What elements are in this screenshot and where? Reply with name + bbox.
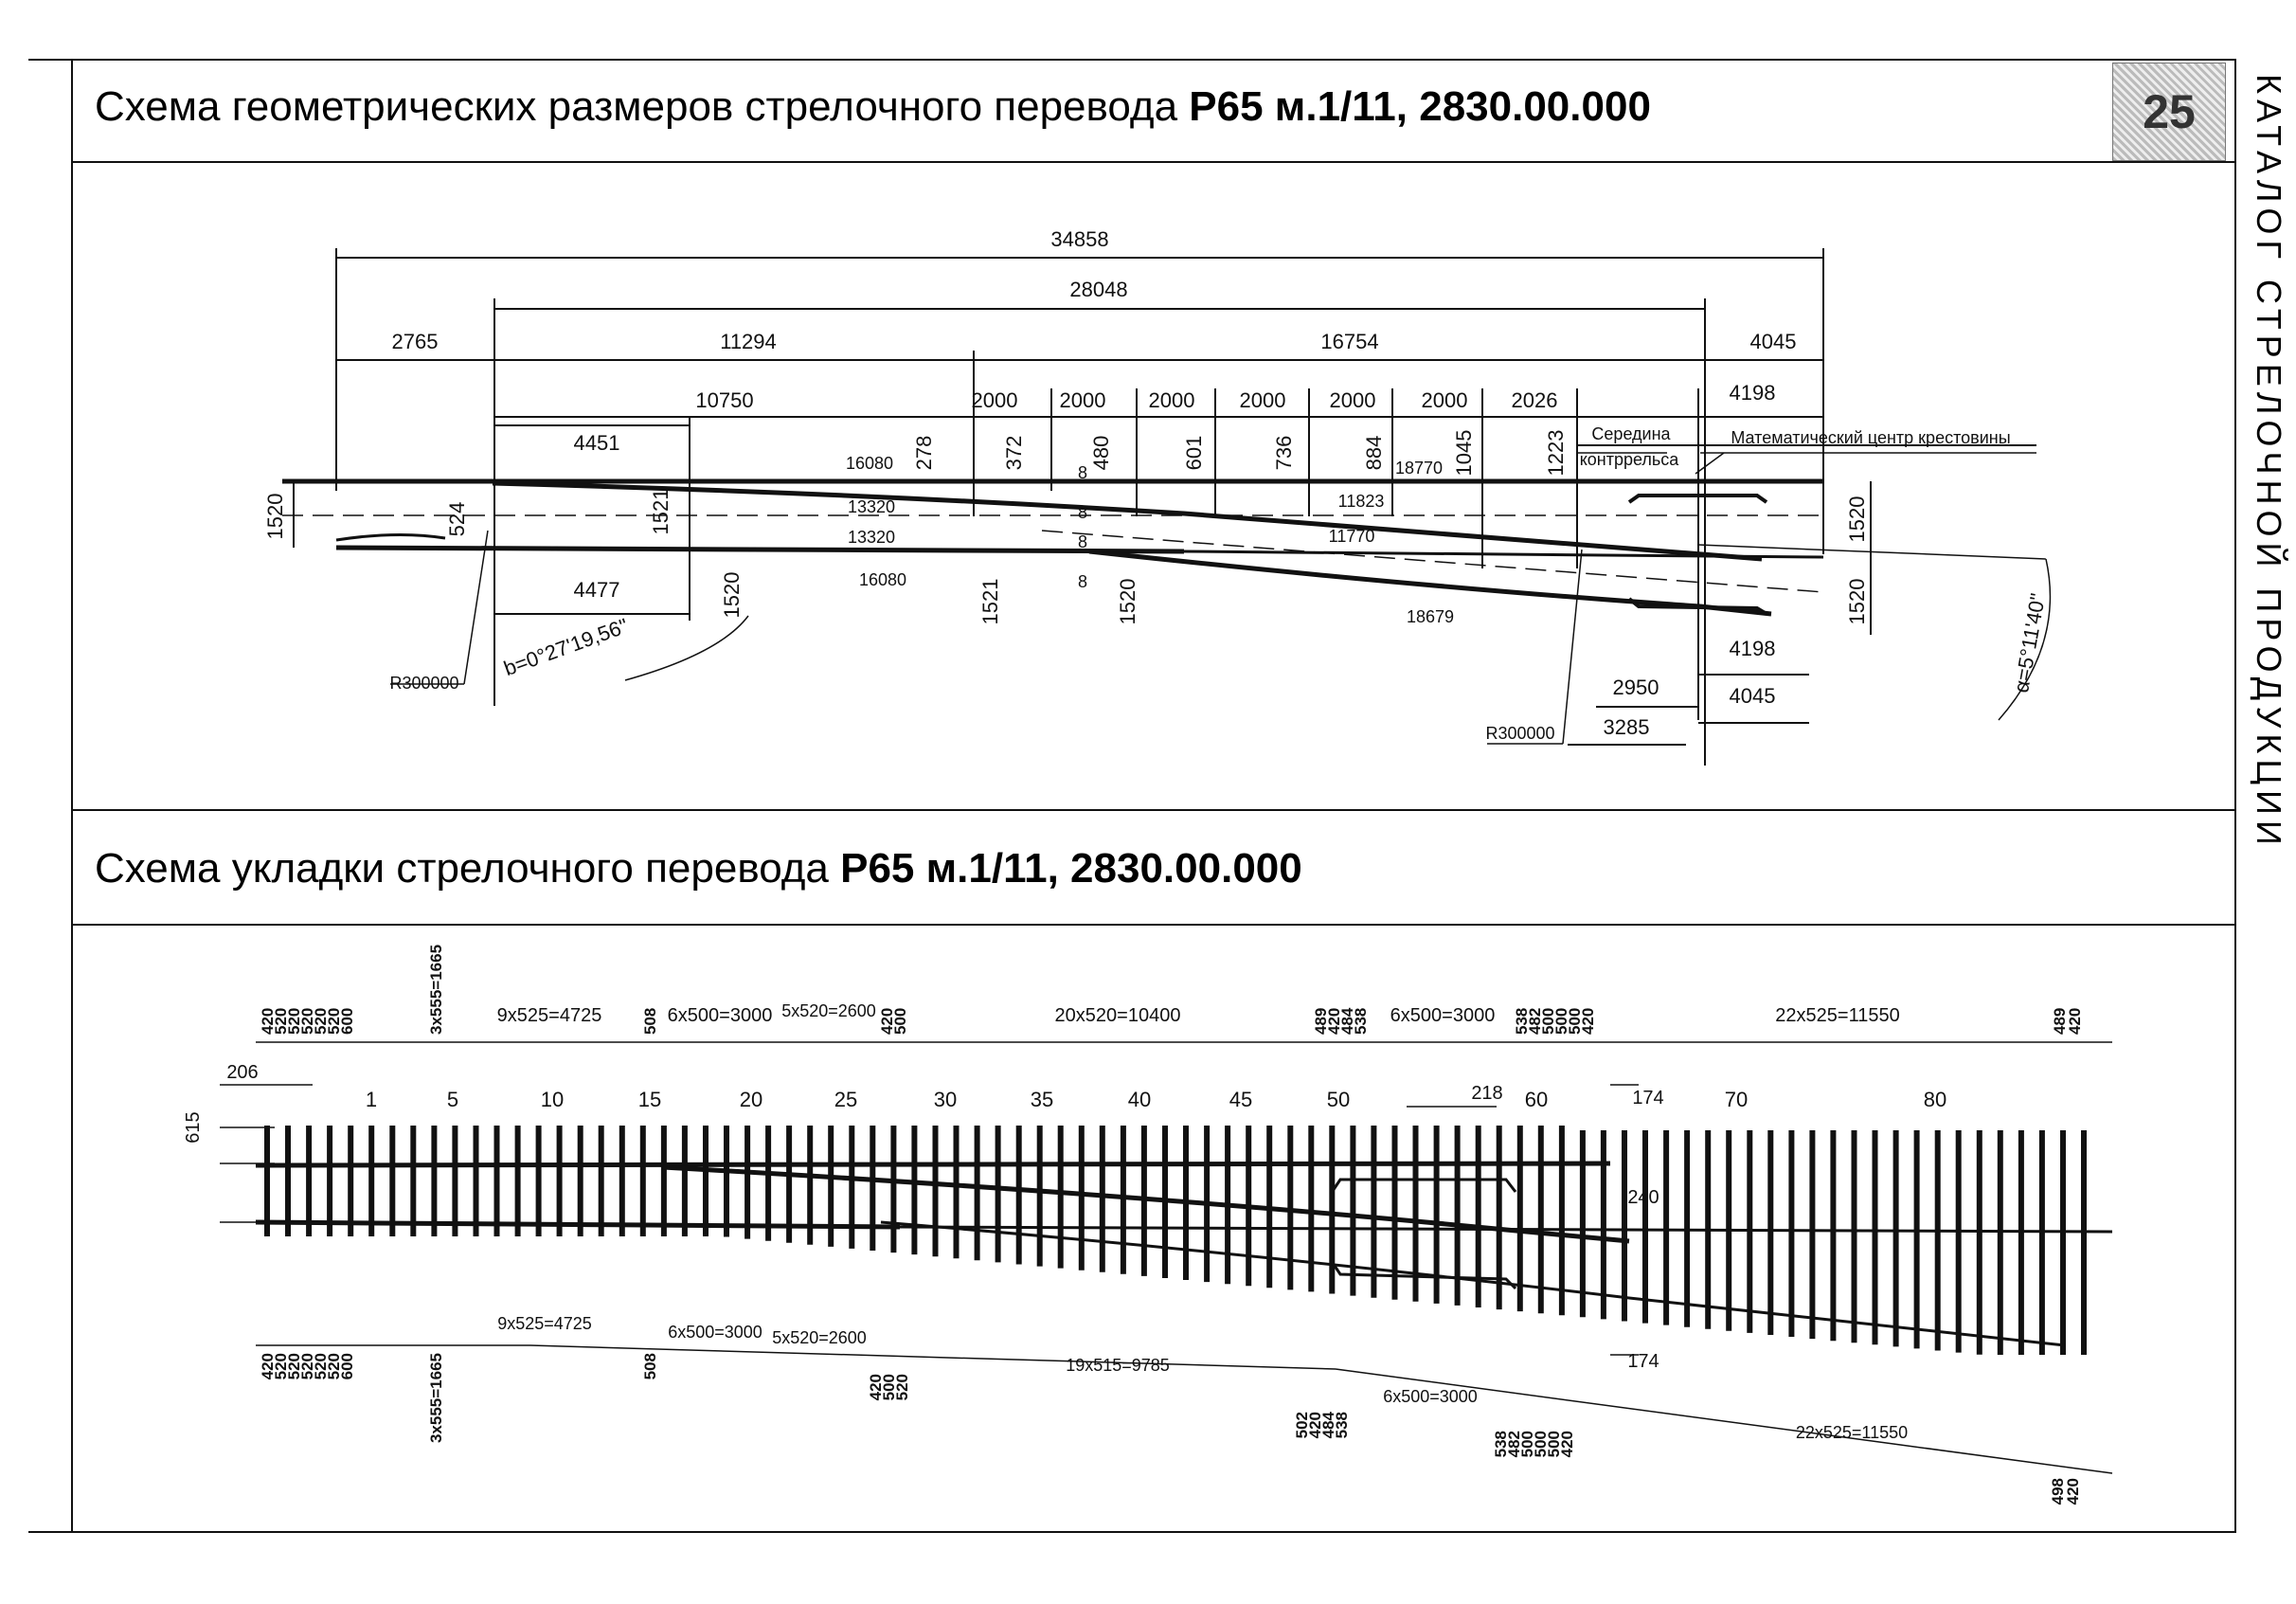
- angle-a: α=5°11'40": [2009, 591, 2051, 695]
- bot-group-5: 6x500=3000: [1383, 1387, 1478, 1406]
- bot-vert-dim: 420: [2064, 1478, 2082, 1505]
- sleeper-number: 50: [1326, 1088, 1351, 1111]
- math-center-label: Математический центр крестовины: [1731, 428, 2011, 447]
- dim-10750: 10750: [695, 388, 754, 412]
- radius-right: R300000: [1485, 724, 1555, 743]
- bot-group-1: 9x525=4725: [497, 1314, 592, 1333]
- bot-vert-dim: 520: [285, 1353, 303, 1380]
- radius-left: R300000: [389, 674, 459, 693]
- dim-13320-b: 13320: [847, 528, 896, 547]
- bot-vert-dim: 3x555=1665: [427, 1353, 445, 1444]
- layout-title-bold: Р65 м.1/11, 2830.00.000: [840, 845, 1302, 892]
- guard-rail-mid-1: Середина: [1591, 424, 1671, 443]
- dim-2000-a: 2000: [971, 388, 1018, 412]
- top-vert-dim: 520: [285, 1007, 303, 1035]
- dim-1520-b: 1520: [720, 571, 744, 619]
- gauge-1520-r1: 1520: [1845, 496, 1869, 543]
- bot-vert-dim: 508: [641, 1353, 659, 1380]
- sleeper-number: 15: [637, 1088, 662, 1111]
- top-vert-dim: 420: [259, 1007, 277, 1035]
- top-vert-dim: 489: [1312, 1007, 1330, 1035]
- bot-vert-dim: 498: [2049, 1478, 2067, 1505]
- sleeper-number: 80: [1923, 1088, 1947, 1111]
- dim-11823: 11823: [1337, 492, 1385, 511]
- dim-2000-b: 2000: [1059, 388, 1106, 412]
- dim-16754: 16754: [1320, 330, 1379, 353]
- dim-1520-d: 1520: [1116, 578, 1139, 625]
- sleeper-number: 40: [1127, 1088, 1152, 1111]
- sleeper-number: 1: [365, 1088, 378, 1111]
- sleeper-number: 10: [540, 1088, 565, 1111]
- top-vert-dim: 500: [1552, 1007, 1570, 1035]
- dim-2000-f: 2000: [1421, 388, 1468, 412]
- dim-11770: 11770: [1328, 527, 1375, 546]
- bot-vert-dim: 500: [1545, 1431, 1563, 1458]
- dim-2026: 2026: [1511, 388, 1558, 412]
- top-group-4: 20x520=10400: [1054, 1005, 1181, 1026]
- ord-1045: 1045: [1452, 429, 1476, 477]
- sleeper-number: 20: [739, 1088, 763, 1111]
- bot-vert-dim: 500: [880, 1374, 898, 1401]
- dim-1521-a: 1521: [649, 488, 673, 535]
- dim-11294: 11294: [720, 330, 777, 353]
- top-vert-dim: 3x555=1665: [427, 944, 445, 1035]
- layout-title-plain: Схема укладки стрелочного перевода: [95, 845, 841, 892]
- bot-vert-dim: 520: [325, 1353, 343, 1380]
- sleeper-number: 5: [446, 1088, 459, 1111]
- ord-480: 480: [1089, 435, 1113, 471]
- bot-group-2: 6x500=3000: [668, 1323, 762, 1342]
- bot-vert-dim: 420: [1306, 1412, 1324, 1439]
- top-group-2: 6x500=3000: [667, 1005, 773, 1026]
- bot-group-6: 22x525=11550: [1795, 1423, 1909, 1442]
- bot-vert-dim: 502: [1293, 1412, 1311, 1439]
- dim-174-bot: 174: [1627, 1351, 1659, 1372]
- dim-16080-top: 16080: [845, 454, 894, 473]
- top-vert-dim: 520: [298, 1007, 316, 1035]
- ord-884: 884: [1362, 435, 1386, 471]
- bot-vert-dim: 538: [1492, 1431, 1510, 1458]
- dim-240: 240: [1627, 1187, 1659, 1208]
- dim-218: 218: [1471, 1083, 1503, 1104]
- dim-4198: 4198: [1729, 381, 1776, 405]
- sleeper-number: 25: [834, 1088, 858, 1111]
- top-vert-dim: 484: [1338, 1007, 1356, 1035]
- bot-vert-dim: 420: [259, 1353, 277, 1380]
- top-vert-dim: 500: [1566, 1007, 1584, 1035]
- bot-vert-dim: 484: [1319, 1412, 1337, 1439]
- dim-206: 206: [226, 1062, 259, 1083]
- bot-vert-dim: 520: [893, 1374, 911, 1401]
- top-vert-dim: 538: [1513, 1007, 1531, 1035]
- top-vert-dim: 420: [1325, 1007, 1343, 1035]
- top-vert-dim: 520: [325, 1007, 343, 1035]
- bot-vert-dim: 500: [1532, 1431, 1550, 1458]
- geometry-title-bold: Р65 м.1/11, 2830.00.000: [1189, 83, 1651, 130]
- dim-2000-d: 2000: [1239, 388, 1286, 412]
- bot-vert-dim: 482: [1505, 1431, 1523, 1458]
- dim-8-d: 8: [1077, 572, 1088, 591]
- ord-601: 601: [1182, 435, 1206, 471]
- top-group-3: 5x520=2600: [781, 1001, 876, 1020]
- ord-278: 278: [912, 435, 936, 471]
- top-group-5: 6x500=3000: [1390, 1005, 1496, 1026]
- bot-vert-dim: 420: [867, 1374, 885, 1401]
- dim-615: 615: [183, 1111, 204, 1144]
- ord-1223: 1223: [1544, 429, 1568, 477]
- sleeper-number: 35: [1030, 1088, 1054, 1111]
- dim-4477: 4477: [573, 578, 620, 602]
- bot-vert-dim: 520: [312, 1353, 330, 1380]
- top-group-1: 9x525=4725: [496, 1005, 602, 1026]
- dim-4198-bot: 4198: [1729, 637, 1776, 660]
- dim-1521-c: 1521: [978, 578, 1002, 625]
- ord-372: 372: [1002, 435, 1026, 471]
- top-vert-dim: 520: [312, 1007, 330, 1035]
- dim-8-b: 8: [1077, 503, 1088, 522]
- dim-13320-a: 13320: [847, 497, 896, 516]
- top-vert-dim: 508: [641, 1007, 659, 1035]
- dim-174-top: 174: [1632, 1088, 1664, 1108]
- dim-2000-e: 2000: [1329, 388, 1376, 412]
- dim-524: 524: [445, 501, 469, 537]
- bot-vert-dim: 600: [338, 1353, 356, 1380]
- bot-group-3: 5x520=2600: [772, 1328, 867, 1347]
- top-vert-dim: 482: [1526, 1007, 1544, 1035]
- gauge-1520-left: 1520: [263, 493, 287, 540]
- top-vert-dim: 520: [272, 1007, 290, 1035]
- dim-2000-c: 2000: [1148, 388, 1195, 412]
- bot-group-4: 19x515=9785: [1066, 1356, 1170, 1375]
- bot-vert-dim: 500: [1518, 1431, 1536, 1458]
- top-vert-dim: 538: [1352, 1007, 1370, 1035]
- top-vert-dim: 500: [1539, 1007, 1557, 1035]
- dim-overall: 34858: [1050, 227, 1109, 251]
- top-vert-dim: 420: [2066, 1007, 2084, 1035]
- dim-28048: 28048: [1069, 278, 1128, 301]
- dim-8-c: 8: [1077, 532, 1088, 551]
- sleeper-number: 45: [1229, 1088, 1253, 1111]
- top-vert-dim: 420: [1579, 1007, 1597, 1035]
- gauge-1520-r2: 1520: [1845, 578, 1869, 625]
- dim-2950: 2950: [1612, 676, 1659, 699]
- bot-vert-dim: 520: [272, 1353, 290, 1380]
- top-vert-dim: 420: [878, 1007, 896, 1035]
- top-vert-dim: 489: [2051, 1007, 2069, 1035]
- ord-736: 736: [1272, 435, 1296, 471]
- sleeper-number: 70: [1724, 1088, 1749, 1111]
- geometry-title-plain: Схема геометрических размеров стрелочного перевода: [95, 83, 1190, 130]
- angle-b: b=0°27'19,56": [500, 613, 632, 681]
- guard-rail-mid-2: контррельса: [1579, 450, 1679, 469]
- dim-4451: 4451: [573, 431, 620, 455]
- dim-4045-bot: 4045: [1729, 684, 1776, 708]
- sleeper-number: 60: [1524, 1088, 1549, 1111]
- bot-vert-dim: 520: [298, 1353, 316, 1380]
- dim-4045: 4045: [1749, 330, 1797, 353]
- top-group-6: 22x525=11550: [1775, 1005, 1900, 1026]
- dim-18679: 18679: [1406, 607, 1455, 626]
- dim-8-a: 8: [1077, 463, 1088, 482]
- catalog-side-label: КАТАЛОГ СТРЕЛОЧНОЙ ПРОДУКЦИИ: [2250, 74, 2288, 851]
- top-vert-dim: 500: [891, 1007, 909, 1035]
- page-number: 25: [2143, 85, 2196, 138]
- sleeper-number: 30: [933, 1088, 958, 1111]
- dim-16080-bot: 16080: [858, 570, 907, 589]
- dim-18770: 18770: [1394, 459, 1444, 478]
- bot-vert-dim: 420: [1558, 1431, 1576, 1458]
- dim-3285: 3285: [1603, 715, 1650, 739]
- bot-vert-dim: 538: [1333, 1412, 1351, 1439]
- top-vert-dim: 600: [338, 1007, 356, 1035]
- dim-2765: 2765: [391, 330, 439, 353]
